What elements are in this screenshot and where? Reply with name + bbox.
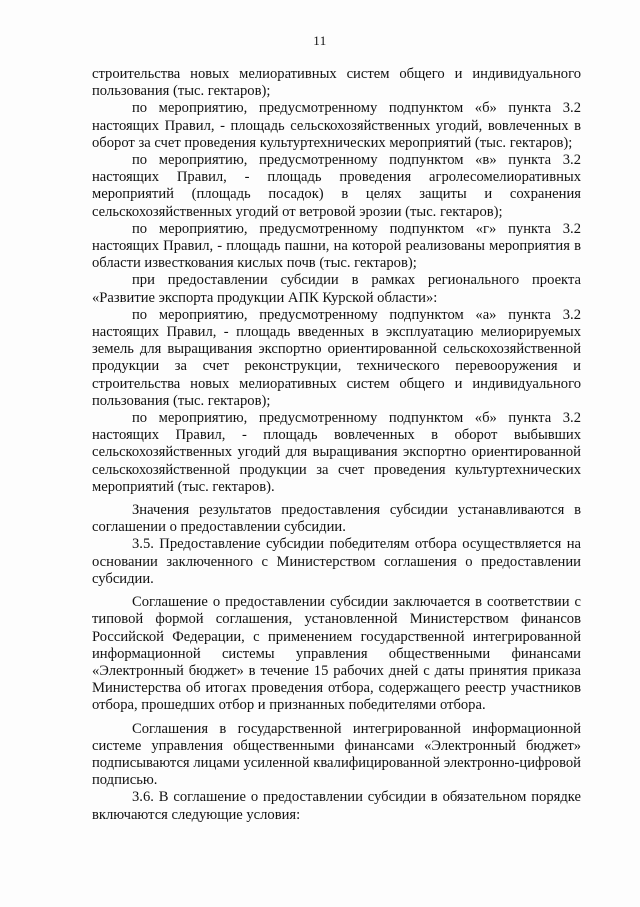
paragraph-item-g: по мероприятию, предусмотренному подпунктом «г» пункта 3.2 настоящих Правил, - площадь пашни, на которой реализованы мероприятия в области известкования кислых почв (тыс. гектаров); xyxy=(92,220,581,272)
paragraph-export-item-b: по мероприятию, предусмотренному подпунктом «б» пункта 3.2 настоящих Правил, - площадь вовлеченных в оборот выбывших сельскохозяйственных угодий для выращивания экспортно ориентированной сельскохозяйственной продукции за счет проведения культуртехнических мероприятий (тыс. гектаров). xyxy=(92,410,581,495)
paragraph-3-6: 3.6. В соглашение о предоставлении субсидии в обязательном порядке включаются следующие условия: xyxy=(92,789,581,823)
paragraph-agreement-signing: Соглашения в государственной интегрированной информационной системе управления общественными финансами «Электронный бюджет» подписываются лицами усиленной квалифицированной электронно-цифровой подписью. xyxy=(92,720,581,789)
paragraph-result-values: Значения результатов предоставления субсидии устанавливаются в соглашении о предоставлении субсидии. xyxy=(92,502,581,536)
paragraph-agreement-conclusion: Соглашение о предоставлении субсидии заключается в соответствии с типовой формой соглашения, установленной Министерством финансов Российской Федерации, с применением государственной интегрированной информационной системы управления общественными финансами «Электронный бюджет» в течение 15 рабочих дней с даты принятия приказа Министерства об итогах проведения отбора, содержащего реестр участников отбора, прошедших отбор и признанных победителями отбора. xyxy=(92,594,581,714)
paragraph-export-project: при предоставлении субсидии в рамках регионального проекта «Развитие экспорта продукции АПК Курской области»: xyxy=(92,272,581,306)
page-number: 11 xyxy=(313,33,327,48)
paragraph-item-v: по мероприятию, предусмотренному подпунктом «в» пункта 3.2 настоящих Правил, - площадь проведения агролесомелиоративных мероприятий (площадь посадок) в целях защиты и сохранения сельскохозяйственных угодий от ветровой эрозии (тыс. гектаров); xyxy=(92,152,581,220)
paragraph-continuation: строительства новых мелиоративных систем общего и индивидуального пользования (тыс. гектаров); xyxy=(92,66,581,100)
paragraph-export-item-a: по мероприятию, предусмотренному подпунктом «а» пункта 3.2 настоящих Правил, - площадь введенных в эксплуатацию мелиорируемых земель для выращивания экспортно ориентированной сельскохозяйственной продукции за счет реконструкции, технического перевооружения и строительства новых мелиоративных систем общего и индивидуального пользования (тыс. гектаров); xyxy=(92,306,581,409)
paragraph-item-b: по мероприятию, предусмотренному подпунктом «б» пункта 3.2 настоящих Правил, - площадь сельскохозяйственных угодий, вовлеченных в оборот за счет проведения культуртехнических мероприятий (тыс. гектаров); xyxy=(92,100,581,151)
paragraph-3-5: 3.5. Предоставление субсидии победителям отбора осуществляется на основании заключенного с Министерством соглашения о предоставлении субсидии. xyxy=(92,536,581,587)
document-body xyxy=(92,66,581,824)
